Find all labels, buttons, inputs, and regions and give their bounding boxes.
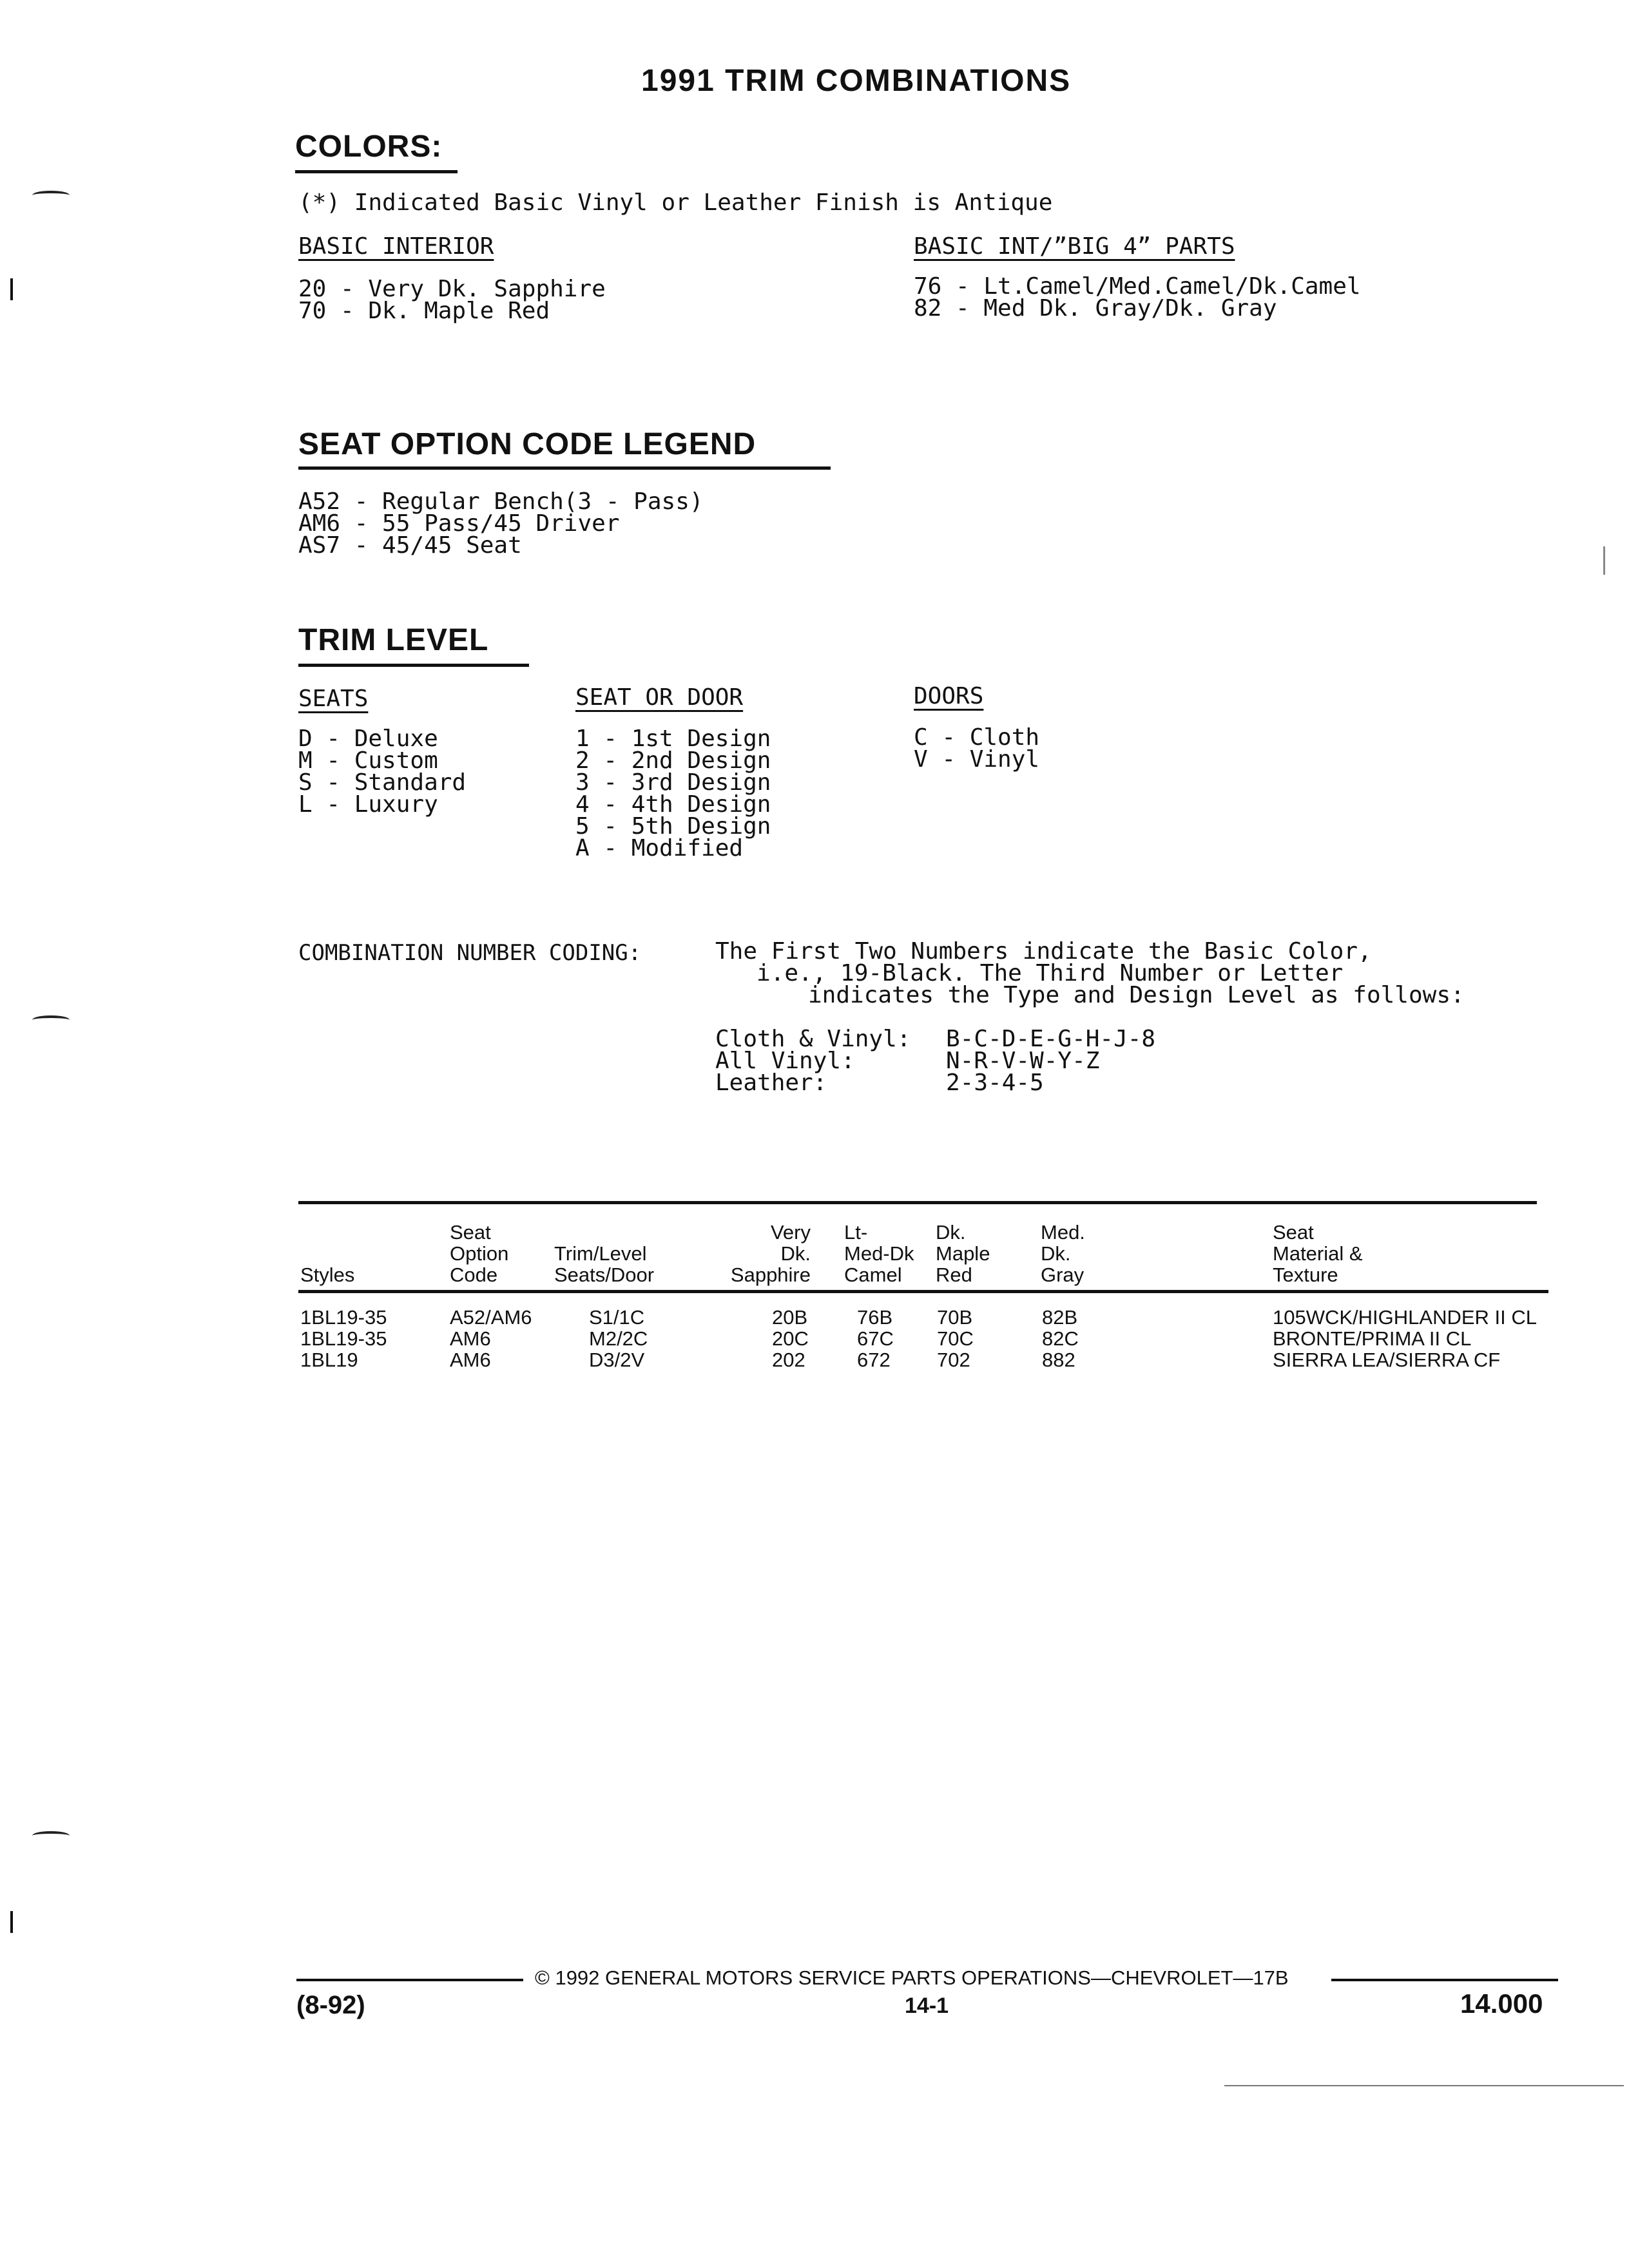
doors-item: V - Vinyl [914,746,1040,773]
coding-line: indicates the Type and Design Level as follows: [808,982,1465,1008]
hole-punch-mark [32,1831,70,1840]
col-header-sapphire: Very Dk. Sapphire [730,1221,811,1286]
cell-material: 105WCK/HIGHLANDER II CL [1273,1306,1537,1329]
seat-or-door-item: 5 - 5th Design [575,813,771,840]
colors-heading: COLORS: [295,130,443,164]
coding-row-value: B-C-D-E-G-H-J-8 [946,1026,1156,1052]
coding-row-value: 2-3-4-5 [946,1070,1044,1096]
seat-legend-item: AM6 - 55 Pass/45 Driver [298,510,620,537]
cell-camel: 672 [857,1349,891,1371]
seat-or-door-item: 4 - 4th Design [575,791,771,818]
edge-tick [10,278,13,300]
cell-camel: 76B [857,1306,893,1329]
cell-trim: M2/2C [589,1327,648,1350]
footer-copyright: © 1992 GENERAL MOTORS SERVICE PARTS OPERATIONS—CHEVROLET—17B [535,1966,1289,1989]
seat-or-door-heading: SEAT OR DOOR [575,684,744,711]
coding-row-value: N-R-V-W-Y-Z [946,1048,1100,1074]
page-title: 1991 TRIM COMBINATIONS [641,64,1072,98]
seats-item: M - Custom [298,747,438,774]
cell-material: SIERRA LEA/SIERRA CF [1273,1349,1501,1371]
footer-date-code: (8-92) [296,1991,365,2019]
footer-rule-left [296,1979,523,1981]
footer-page-number: 14-1 [905,1994,949,2018]
cell-sapphire: 202 [772,1349,805,1371]
seat-or-door-item: 2 - 2nd Design [575,747,771,774]
cell-gray: 82C [1042,1327,1079,1350]
cell-gray: 882 [1042,1349,1075,1371]
coding-row-label: Leather: [715,1070,827,1096]
trim-level-heading: TRIM LEVEL [298,623,489,657]
cell-styles: 1BL19-35 [300,1327,387,1350]
basic-interior-item: 20 - Very Dk. Sapphire [298,276,606,302]
coding-row-label: All Vinyl: [715,1048,855,1074]
seat-or-door-item: A - Modified [575,835,744,861]
coding-line: The First Two Numbers indicate the Basic Color, [715,938,1372,965]
cell-styles: 1BL19 [300,1349,358,1371]
col-header-seat-option: Seat Option Code [450,1221,509,1286]
cell-red: 702 [937,1349,970,1371]
footer-rule-right [1331,1979,1558,1981]
table-top-rule [298,1201,1537,1204]
doors-heading: DOORS [914,683,984,709]
edge-tick [10,1911,13,1933]
basic-parts-item: 82 - Med Dk. Gray/Dk. Gray [914,295,1277,322]
coding-row-label: Cloth & Vinyl: [715,1026,911,1052]
seats-item: L - Luxury [298,791,438,818]
cell-red: 70C [937,1327,974,1350]
cell-trim: D3/2V [589,1349,645,1371]
cell-material: BRONTE/PRIMA II CL [1273,1327,1472,1350]
footer-section-number: 14.000 [1460,1988,1543,2019]
basic-parts-heading: BASIC INT/”BIG 4” PARTS [914,233,1235,260]
col-header-maple-red: Dk. Maple Red [936,1221,990,1286]
cell-styles: 1BL19-35 [300,1306,387,1329]
seats-item: D - Deluxe [298,726,438,752]
seats-heading: SEATS [298,686,369,712]
table-header-rule [298,1290,1548,1293]
seat-legend-underline [298,466,831,470]
col-header-gray: Med. Dk. Gray [1041,1221,1085,1286]
hole-punch-mark [32,191,70,200]
basic-interior-item: 70 - Dk. Maple Red [298,298,550,324]
coding-line: i.e., 19-Black. The Third Number or Letter [757,960,1344,986]
basic-interior-heading: BASIC INTERIOR [298,233,494,260]
colors-note: (*) Indicated Basic Vinyl or Leather Finish is Antique [298,189,1053,216]
cell-code: A52/AM6 [450,1306,532,1329]
seat-legend-item: A52 - Regular Bench(3 - Pass) [298,488,704,515]
col-header-trim: Trim/Level Seats/Door [554,1242,655,1286]
seat-legend-item: AS7 - 45/45 Seat [298,532,522,559]
cell-red: 70B [937,1306,973,1329]
coding-label: COMBINATION NUMBER CODING: [298,940,642,966]
seat-or-door-item: 3 - 3rd Design [575,769,771,796]
cell-sapphire: 20C [772,1327,809,1350]
col-header-seat-material: Seat Material & Texture [1273,1221,1363,1286]
colors-heading-underline [295,170,458,173]
scan-line [1224,2085,1624,2086]
trim-level-underline [298,664,529,667]
seats-item: S - Standard [298,769,467,796]
seat-legend-heading: SEAT OPTION CODE LEGEND [298,427,757,461]
edge-tick [1603,546,1605,575]
col-header-camel: Lt- Med-Dk Camel [844,1221,914,1286]
basic-parts-item: 76 - Lt.Camel/Med.Camel/Dk.Camel [914,273,1361,300]
cell-sapphire: 20B [772,1306,808,1329]
cell-trim: S1/1C [589,1306,645,1329]
doors-item: C - Cloth [914,724,1040,751]
col-header-styles: Styles [300,1264,355,1286]
cell-camel: 67C [857,1327,894,1350]
cell-code: AM6 [450,1327,491,1350]
seat-or-door-item: 1 - 1st Design [575,726,771,752]
cell-code: AM6 [450,1349,491,1371]
cell-gray: 82B [1042,1306,1078,1329]
hole-punch-mark [32,1015,70,1024]
